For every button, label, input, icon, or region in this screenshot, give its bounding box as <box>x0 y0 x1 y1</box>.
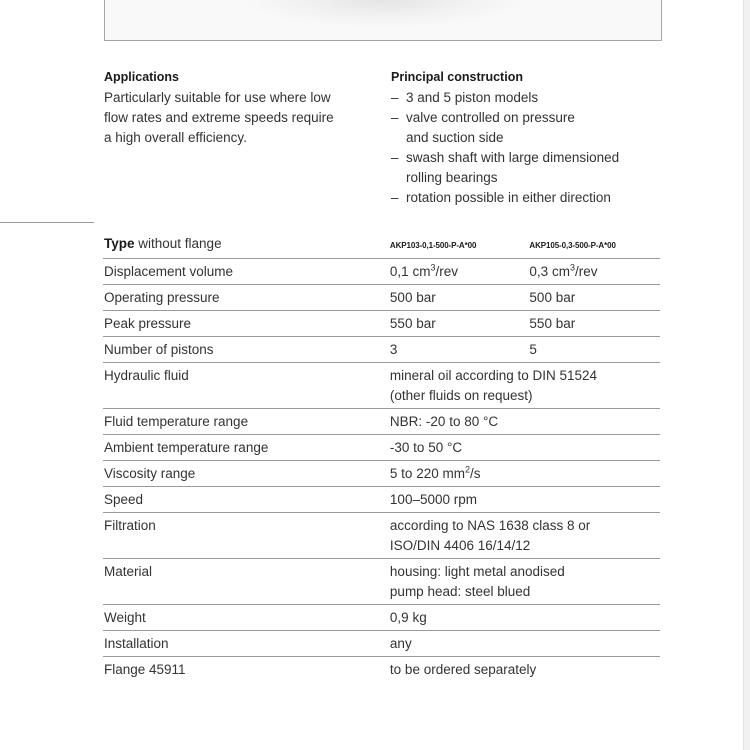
table-row-type <box>103 231 660 259</box>
model-b-code: AKP105-0,3-500-P-A*00 <box>529 241 616 250</box>
value-span: NBR: -20 to 80 °C <box>389 409 660 435</box>
param-label: Hydraulic fluid <box>103 363 389 409</box>
value-b-number: 0,3 cm <box>529 264 570 279</box>
applications-title: Applications <box>104 70 180 84</box>
page-edge <box>743 0 750 750</box>
construction-list <box>391 88 671 208</box>
value-span <box>389 363 660 409</box>
table-row <box>103 559 660 605</box>
construction-item <box>391 108 671 148</box>
construction-item <box>391 188 671 208</box>
left-rule <box>0 222 94 223</box>
table-row <box>103 363 660 409</box>
unit-superscript: 3 <box>569 262 575 273</box>
value-line: ISO/DIN 4406 16/14/12 <box>389 538 531 553</box>
value-span: -30 to 50 °C <box>389 435 660 461</box>
model-a-code: AKP103-0,1-500-P-A*00 <box>389 241 477 250</box>
value-line: housing: light metal anodised <box>389 564 565 579</box>
value-b: 550 bar <box>528 311 660 337</box>
dash-bullet: – <box>391 90 399 105</box>
param-label: Viscosity range <box>103 461 389 487</box>
type-label: Type <box>104 236 135 251</box>
table-row <box>103 435 660 461</box>
dash-bullet: – <box>391 110 399 125</box>
param-label: Filtration <box>103 513 389 559</box>
value-b <box>528 259 660 285</box>
applications-text <box>104 88 374 148</box>
table-row <box>103 513 660 559</box>
param-label: Displacement volume <box>103 259 389 285</box>
construction-item <box>391 148 671 188</box>
value-span: to be ordered separately <box>389 662 537 677</box>
construction-item-line: swash shaft with large dimensioned <box>406 150 620 165</box>
unit-suffix: /rev <box>435 264 458 279</box>
value-b: 500 bar <box>528 285 660 311</box>
dash-bullet: – <box>391 190 399 205</box>
dash-bullet: – <box>391 150 399 165</box>
value-a-number: 0,1 cm <box>389 264 431 279</box>
value-a: 550 bar <box>389 311 529 337</box>
applications-line: Particularly suitable for use where low <box>104 90 331 105</box>
param-label: Weight <box>103 605 389 631</box>
table-row <box>103 461 660 487</box>
value-span: 0,9 kg <box>389 605 660 631</box>
param-label: Fluid temperature range <box>103 409 389 435</box>
value-span: any <box>389 631 660 657</box>
value-b: 5 <box>528 337 660 363</box>
value-a: 500 bar <box>389 285 529 311</box>
value-span <box>389 559 660 605</box>
model-b-cell <box>528 231 660 259</box>
applications-line: a high overall efficiency. <box>104 130 247 145</box>
value-a: 3 <box>389 337 529 363</box>
construction-item-line: 3 and 5 piston models <box>406 90 539 105</box>
param-label: Installation <box>103 631 389 657</box>
table-row <box>103 311 660 337</box>
param-label: Ambient temperature range <box>103 435 389 461</box>
table-row <box>103 487 660 513</box>
param-label: Operating pressure <box>103 285 389 311</box>
construction-item-line: valve controlled on pressure <box>406 110 575 125</box>
param-label: Peak pressure <box>103 311 389 337</box>
value-span <box>389 513 660 559</box>
table-row <box>103 259 660 285</box>
table-row <box>103 285 660 311</box>
table-row <box>103 631 660 657</box>
param-label: Number of pistons <box>103 337 389 363</box>
unit-superscript: 3 <box>430 262 436 273</box>
unit-suffix: /rev <box>574 264 598 279</box>
value-line: according to NAS 1638 class 8 or <box>389 518 591 533</box>
construction-item <box>391 88 671 108</box>
type-cell <box>103 231 389 259</box>
construction-title: Principal construction <box>391 70 523 84</box>
value-line: pump head: steel blued <box>389 584 531 599</box>
spec-table <box>103 231 660 682</box>
param-label: Speed <box>103 487 389 513</box>
construction-item-line: rolling bearings <box>406 170 498 185</box>
value-number: 5 to 220 mm <box>389 466 465 481</box>
param-label: Flange 45911 <box>104 662 186 677</box>
value-span <box>389 461 660 487</box>
applications-line: flow rates and extreme speeds require <box>104 110 334 125</box>
table-row <box>103 337 660 363</box>
value-line: mineral oil according to DIN 51524 <box>389 368 598 383</box>
model-a-cell <box>389 231 529 259</box>
table-row <box>103 605 660 631</box>
product-image-frame <box>104 0 662 41</box>
type-suffix: without flange <box>134 236 222 251</box>
value-a <box>389 259 529 285</box>
unit-suffix: /s <box>469 466 481 481</box>
unit-superscript: 2 <box>464 464 470 475</box>
construction-item-line: rotation possible in either direction <box>406 190 611 205</box>
construction-item-line: and suction side <box>406 130 504 145</box>
param-label: Material <box>103 559 389 605</box>
value-span: 100–5000 rpm <box>389 487 660 513</box>
value-line: (other fluids on request) <box>389 388 533 403</box>
table-row <box>103 409 660 435</box>
table-row <box>103 657 660 683</box>
